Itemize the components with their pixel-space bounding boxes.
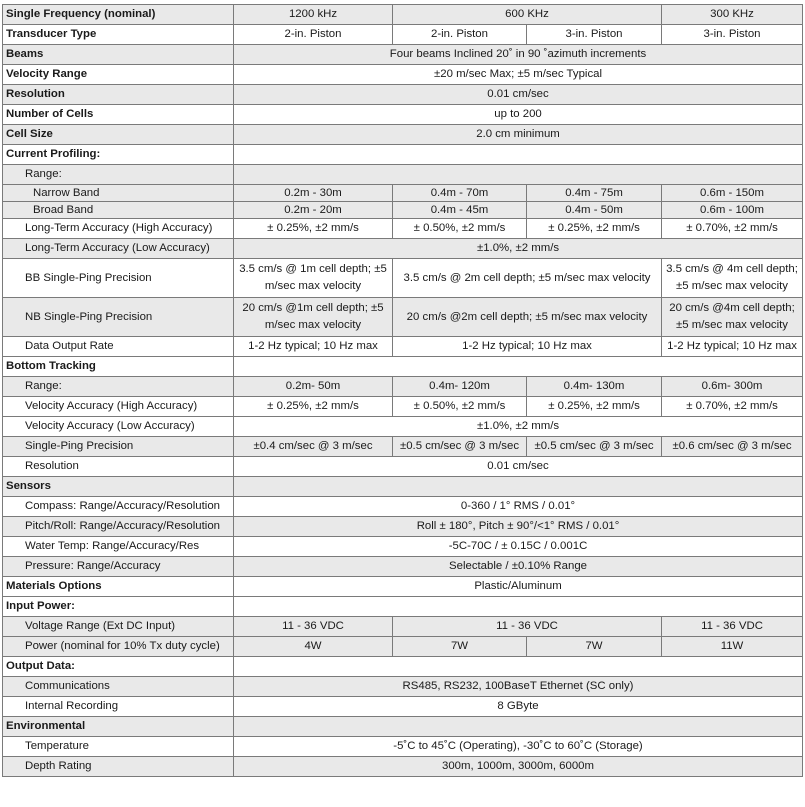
cell: 0.4m - 70m — [393, 185, 527, 202]
cell: ± 0.25%, ±2 mm/s — [234, 397, 393, 417]
cell: Four beams Inclined 20˚ in 90 ˚azimuth increments — [234, 45, 803, 65]
row-label: Resolution — [3, 457, 234, 477]
row-s-pitch-roll — [3, 517, 803, 537]
row-sensors — [3, 477, 803, 497]
row-beams — [3, 45, 803, 65]
cell-empty — [234, 477, 803, 497]
row-ip-voltage — [3, 617, 803, 637]
row-label: Beams — [3, 45, 234, 65]
row-velocity-range — [3, 65, 803, 85]
cell: Plastic/Aluminum — [234, 577, 803, 597]
row-label: Velocity Accuracy (High Accuracy) — [3, 397, 234, 417]
row-label: Resolution — [3, 85, 234, 105]
row-single-frequency — [3, 5, 803, 25]
cell-300khz: 300 KHz — [662, 5, 803, 25]
row-label: Range: — [3, 165, 234, 185]
cell: 11W — [662, 637, 803, 657]
cell: ± 0.25%, ±2 mm/s — [527, 397, 662, 417]
section-heading: Input Power: — [3, 597, 234, 617]
cell: 0.6m- 300m — [662, 377, 803, 397]
cell: 0.4m- 120m — [393, 377, 527, 397]
cell: ±1.0%, ±2 mm/s — [234, 239, 803, 259]
cell-empty — [234, 717, 803, 737]
row-cp-nb-precision — [3, 298, 803, 337]
row-label: Materials Options — [3, 577, 234, 597]
cell: 1-2 Hz typical; 10 Hz max — [662, 337, 803, 357]
cell: 7W — [527, 637, 662, 657]
cell: 7W — [393, 637, 527, 657]
cell: 3-in. Piston — [527, 25, 662, 45]
cell: 3.5 cm/s @ 1m cell depth; ±5 m/sec max velocity — [234, 259, 393, 298]
row-bt-resolution — [3, 457, 803, 477]
cell: ±1.0%, ±2 mm/s — [234, 417, 803, 437]
cell: 1-2 Hz typical; 10 Hz max — [234, 337, 393, 357]
cell: 300m, 1000m, 3000m, 6000m — [234, 757, 803, 777]
section-heading: Output Data: — [3, 657, 234, 677]
row-label: Pressure: Range/Accuracy — [3, 557, 234, 577]
cell-empty — [234, 145, 803, 165]
cell: 0.2m - 20m — [234, 202, 393, 219]
cell: ± 0.50%, ±2 mm/s — [393, 219, 527, 239]
cell: ± 0.70%, ±2 mm/s — [662, 397, 803, 417]
row-label: Power (nominal for 10% Tx duty cycle) — [3, 637, 234, 657]
cell: RS485, RS232, 100BaseT Ethernet (SC only) — [234, 677, 803, 697]
cell: 20 cm/s @2m cell depth; ±5 m/sec max velocity — [393, 298, 662, 337]
cell: 3-in. Piston — [662, 25, 803, 45]
row-label: Single-Ping Precision — [3, 437, 234, 457]
cell: 3.5 cm/s @ 4m cell depth; ±5 m/sec max velocity — [662, 259, 803, 298]
cell-empty — [234, 597, 803, 617]
row-label: Pitch/Roll: Range/Accuracy/Resolution — [3, 517, 234, 537]
row-label: Number of Cells — [3, 105, 234, 125]
row-label: Velocity Range — [3, 65, 234, 85]
row-label: Communications — [3, 677, 234, 697]
row-label: Internal Recording — [3, 697, 234, 717]
cell: 8 GByte — [234, 697, 803, 717]
section-heading: Sensors — [3, 477, 234, 497]
section-heading: Bottom Tracking — [3, 357, 234, 377]
cell: 0.4m - 50m — [527, 202, 662, 219]
row-output-data — [3, 657, 803, 677]
row-bt-single-ping — [3, 437, 803, 457]
cell-empty — [234, 165, 803, 185]
cell: 0.2m- 50m — [234, 377, 393, 397]
cell: -5C-70C / ± 0.15C / 0.001C — [234, 537, 803, 557]
cell: 0.4m- 130m — [527, 377, 662, 397]
cell: 0.6m - 150m — [662, 185, 803, 202]
row-bt-range — [3, 377, 803, 397]
cell-1200khz: 1200 kHz — [234, 5, 393, 25]
row-label: Compass: Range/Accuracy/Resolution — [3, 497, 234, 517]
cell: 2-in. Piston — [234, 25, 393, 45]
row-cp-narrow-band — [3, 185, 803, 202]
row-number-of-cells — [3, 105, 803, 125]
cell: 0.01 cm/sec — [234, 85, 803, 105]
row-label: Voltage Range (Ext DC Input) — [3, 617, 234, 637]
row-label: Data Output Rate — [3, 337, 234, 357]
row-od-comms — [3, 677, 803, 697]
row-bottom-tracking — [3, 357, 803, 377]
row-resolution — [3, 85, 803, 105]
row-transducer-type — [3, 25, 803, 45]
cell: 11 - 36 VDC — [234, 617, 393, 637]
row-s-compass — [3, 497, 803, 517]
row-s-water-temp — [3, 537, 803, 557]
row-label: Water Temp: Range/Accuracy/Res — [3, 537, 234, 557]
cell: ± 0.50%, ±2 mm/s — [393, 397, 527, 417]
row-bt-va-high — [3, 397, 803, 417]
cell: 0.6m - 100m — [662, 202, 803, 219]
cell: 0.01 cm/sec — [234, 457, 803, 477]
cell-empty — [234, 657, 803, 677]
cell: up to 200 — [234, 105, 803, 125]
row-cp-broad-band — [3, 202, 803, 219]
row-label: Long-Term Accuracy (High Accuracy) — [3, 219, 234, 239]
cell: 11 - 36 VDC — [393, 617, 662, 637]
row-cp-lta-low — [3, 239, 803, 259]
row-environmental — [3, 717, 803, 737]
row-od-recording — [3, 697, 803, 717]
row-cp-lta-high — [3, 219, 803, 239]
row-label: BB Single-Ping Precision — [3, 259, 234, 298]
cell-empty — [234, 357, 803, 377]
cell-600khz: 600 KHz — [393, 5, 662, 25]
row-s-pressure — [3, 557, 803, 577]
cell: ±20 m/sec Max; ±5 m/sec Typical — [234, 65, 803, 85]
row-env-depth — [3, 757, 803, 777]
cell: ± 0.25%, ±2 mm/s — [234, 219, 393, 239]
cell: 0.2m - 30m — [234, 185, 393, 202]
cell: ±0.5 cm/sec @ 3 m/sec — [527, 437, 662, 457]
cell: 0.4m - 75m — [527, 185, 662, 202]
cell: 0.4m - 45m — [393, 202, 527, 219]
row-label: Single Frequency (nominal) — [3, 5, 234, 25]
row-label: Broad Band — [3, 202, 234, 219]
cell: 2.0 cm minimum — [234, 125, 803, 145]
row-cp-range — [3, 165, 803, 185]
cell: Selectable / ±0.10% Range — [234, 557, 803, 577]
row-ip-power — [3, 637, 803, 657]
cell: 20 cm/s @4m cell depth; ±5 m/sec max velocity — [662, 298, 803, 337]
specifications-table — [2, 4, 803, 777]
row-label: Cell Size — [3, 125, 234, 145]
cell: 3.5 cm/s @ 2m cell depth; ±5 m/sec max velocity — [393, 259, 662, 298]
row-cp-bb-precision — [3, 259, 803, 298]
row-materials-options — [3, 577, 803, 597]
cell: ± 0.70%, ±2 mm/s — [662, 219, 803, 239]
section-heading: Current Profiling: — [3, 145, 234, 165]
row-current-profiling — [3, 145, 803, 165]
cell: 11 - 36 VDC — [662, 617, 803, 637]
row-label: Narrow Band — [3, 185, 234, 202]
row-label: Temperature — [3, 737, 234, 757]
row-label: Transducer Type — [3, 25, 234, 45]
cell: ± 0.25%, ±2 mm/s — [527, 219, 662, 239]
cell: 4W — [234, 637, 393, 657]
row-cp-output-rate — [3, 337, 803, 357]
cell: 2-in. Piston — [393, 25, 527, 45]
row-bt-va-low — [3, 417, 803, 437]
row-input-power — [3, 597, 803, 617]
section-heading: Environmental — [3, 717, 234, 737]
cell: ±0.4 cm/sec @ 3 m/sec — [234, 437, 393, 457]
row-label: Range: — [3, 377, 234, 397]
cell: 0-360 / 1° RMS / 0.01° — [234, 497, 803, 517]
row-cell-size — [3, 125, 803, 145]
cell: -5˚C to 45˚C (Operating), -30˚C to 60˚C (Storage) — [234, 737, 803, 757]
row-label: Long-Term Accuracy (Low Accuracy) — [3, 239, 234, 259]
row-label: NB Single-Ping Precision — [3, 298, 234, 337]
cell: 1-2 Hz typical; 10 Hz max — [393, 337, 662, 357]
cell: 20 cm/s @1m cell depth; ±5 m/sec max velocity — [234, 298, 393, 337]
row-label: Velocity Accuracy (Low Accuracy) — [3, 417, 234, 437]
row-label: Depth Rating — [3, 757, 234, 777]
row-env-temperature — [3, 737, 803, 757]
cell: Roll ± 180°, Pitch ± 90°/<1° RMS / 0.01° — [234, 517, 803, 537]
cell: ±0.5 cm/sec @ 3 m/sec — [393, 437, 527, 457]
cell: ±0.6 cm/sec @ 3 m/sec — [662, 437, 803, 457]
